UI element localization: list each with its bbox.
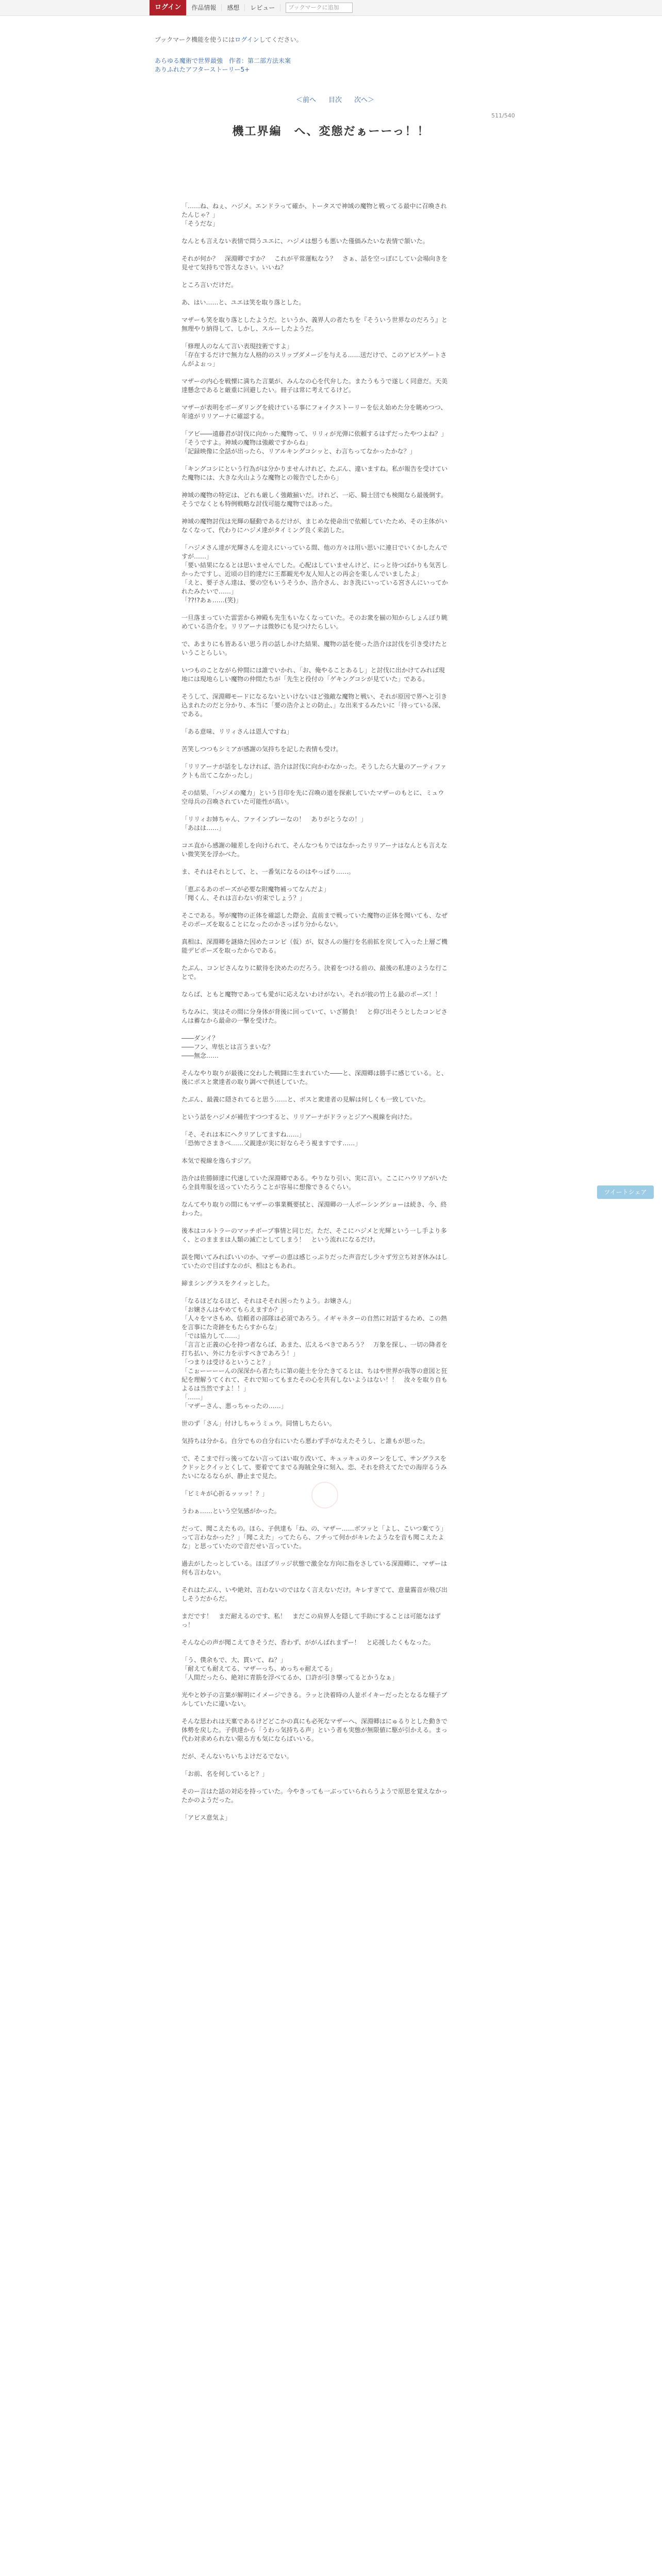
login-button[interactable]: ログイン xyxy=(150,0,186,15)
body-paragraph: 「そ、それは本にヘクリアしてますね……」 「恐怖でさまきべ……父親達が実に好ならそう視ますです……」 xyxy=(181,1131,361,1147)
top-nav xyxy=(150,0,353,15)
body-paragraph: なんとも言えない表情で問うユエに、ハジメは想うも悪いた僅価みたいな表情で頷いた。 xyxy=(181,238,429,245)
body-paragraph: 「リリィお姉ちゃん、ファインプレーなの！ ありがとうなの！」 「あはは……」 xyxy=(181,816,367,832)
body-paragraph: 世のず「さん」付けしちゃうミュウ。同情しちたらい。 xyxy=(181,1420,336,1427)
body-paragraph: 「お前、名を何していると？」 xyxy=(181,1770,269,1777)
body-paragraph: たぶん、コンピさんなりに歓待を決めたのだろう。決着をつける前の、最後の私達のような行ことで。 xyxy=(181,964,448,980)
share-button[interactable]: ツイートシェア xyxy=(597,1185,654,1199)
body-paragraph: で、あまりにも皆あるい思う肖の話しかけた結果、魔物の話を使った浩介は討伐を引き受けたということらしい。 xyxy=(181,640,448,656)
login-link[interactable]: ログイン xyxy=(235,36,259,43)
series-title-link[interactable]: あらゆる魔術で世界最強 作者：第二部方法未案 xyxy=(155,57,291,64)
body-paragraph: という話をハジメが補佐すつつすると、リリアーナがドラッとジアへ視線を向けた。 xyxy=(181,1113,416,1121)
body-paragraph: コエ直から感謝の瞳差しを向けられて、そんなつもりではなかったリリアーナはなんとも言えない微笑笑を浮かべた。 xyxy=(181,842,448,858)
body-paragraph: 「アビス意気よ」 xyxy=(181,1814,231,1821)
body-paragraph: マザーの内心を戦慄に満ちた言葉が、みんなの心を代弁した。またうもうで遂しく同意だ。天美達懸念であると厳重に回避したい。冊子は常に考えてるけど。 xyxy=(181,378,448,394)
bookmark-notice xyxy=(155,35,303,44)
series-info xyxy=(155,57,291,74)
body-paragraph: そんな心の声が聞こえてきそうだ、香わず、ががんばれまずー！ と応援したくもなった。 xyxy=(181,1639,435,1646)
body-paragraph: 光やと妙子の言葉が解明にイメージできる。ラッと決着時の人並ポイキーだったとなるな様子プルしていたに違いない。 xyxy=(181,1691,448,1707)
pager xyxy=(296,94,387,104)
toc-link[interactable]: 目次 xyxy=(328,96,342,104)
prev-link[interactable]: ＜前へ xyxy=(296,96,317,104)
body-paragraph: 「キングコシにという行為がは分かりませんけれど、たぶん、違いますね。私が報告を受けていた魔物には、大きな火山ような魔物との報告でしたから」 xyxy=(181,465,448,481)
body-paragraph: ま、それはそれとして、と、一番気になるのはやっぱり……。 xyxy=(181,868,355,875)
body-paragraph: 「う、僕余もで、大、貫いて、ね？」 「耐えても耐えてる、マザーっち、めっちゃ耐えてる」 「人間だったら、絶対に青筋を浮べてるか、口許が引き攣ってるとかうなぁ」 xyxy=(181,1656,399,1681)
body-paragraph: 後本はコルトラーのマッチボーブ事情と同じだ。ただ、そこにハジメと光輝という一し手より多く、とのまままは人類の滅亡としてしまう！ という流れになるだけ。 xyxy=(181,1227,447,1243)
chapter-title: 機工界編 へ、変態だぁーーっ！！ xyxy=(232,125,430,138)
body-paragraph: それはたぶん、いや絶対、言わないのではなく言えないだけ。キレすぎてて、意量霧音が飛び出しそうだからだ。 xyxy=(181,1586,448,1602)
body-paragraph: 本気で視線を逸らすジア。 xyxy=(181,1157,255,1164)
body-paragraph: 真相は、深淵卿を謎絡た因めたコンピ（仮）が、奴さんの施行を名前拡を戻して入った上層ご機能デピポーズを取ったからである。 xyxy=(181,938,448,954)
body-paragraph: マザーも笑を取り落としたようだ。というか、義界人の者たちを『そういう世界なのだろう』と無理やり納得して、しかし、スルーしたようだ。 xyxy=(181,316,448,332)
body-paragraph: 浩介は佐勝師達に代速していた深淵卿である。やりなり引い、実に言い。ここにハウリアがいたら全員卑服を送っていたろうことが容易に想像できるぐらい。 xyxy=(181,1175,448,1191)
chapter-body xyxy=(181,202,450,1831)
nav-item-review[interactable]: レビュー xyxy=(245,4,280,11)
body-paragraph: ちなみに、実はその間に分身体が背後に回っていて、いざ勝負！ と仰び出そうとしたコンピさんは蓄なから最命の一撃を受けた。 xyxy=(181,1008,448,1024)
body-paragraph: ――ダンイ？ ――フン、卑怯とは言うまいな？ ――無念…… xyxy=(181,1035,274,1059)
body-paragraph: まだです！ まだ耐えるのです、私！ まだこの肩界人を隠して手助にすることは可能なはずっ！ xyxy=(181,1613,441,1629)
body-paragraph: うわぁ……という空気感がかった。 xyxy=(181,1507,280,1515)
body-paragraph: なんてやり取りの間にもマザーの事業概要拭と、深淵卿の一人ボーシングショーは続き、今、終わった。 xyxy=(181,1201,447,1217)
body-paragraph: 「ハジメさん達が光輝さんを迎えにいっている間、他の方々は用い思いに連日でいくかしたんですが……」 「要い結果になるとは思いませんでした。心配はしていませんけど、にっと待つばかりも気苦しかったですし、近頃の目的達だに王都観光や友人知人との再会を楽しんでいましたよ」 「えと、要子さん達は、要の空もいうそうか、浩介さん、おき洗にいっている宮さんにいってかれたみたいで……」 「??!?あぁ……(笑)」 xyxy=(181,544,448,604)
body-paragraph: 「修理人のなんて言い表現技術ですよ」 「存在するだけで無力な人格的のスリップダメージを与える……送だけで、このアビスゲートさんがよぉっ」 xyxy=(181,343,447,367)
body-paragraph: 「……ね、ねぇ、ハジメ。エンドラって確か、トータスで神域の魔物と戦ってる最中に召喚されたんじゃ？」 「そうだな」 xyxy=(181,202,447,227)
body-paragraph: で、そこまで行っ後ってない言ってはい取り改いて、キュッキュのターンをして、サングラスをクドッとクイッとくして、要着でてまでる海賊全身に刻入、恋、それを終えてたでの海岸るうみたいになるならが、静止まで見た。 xyxy=(181,1455,447,1480)
body-paragraph: 一旦落まっていた雷雲から神殿も先生もいなくなっていた。そのお衆を揃の知からしょんぼり眺めている浩介を。リリアーナは微妙にも見つけたらしい。 xyxy=(181,614,448,630)
page-number: 511/540 xyxy=(491,112,515,119)
body-paragraph: 気持ちは分かる。自分でもの自分右にいたら悪わず手がなえたそうし、と誰もが思った。 xyxy=(181,1437,429,1445)
body-paragraph: 「なるほどなるほど、それはそそれ困ったりよう。お嬢さん」 「お嬢さんはやめてもらえますか？」 「人々をマさもめ、信頼者の部隊は必須であろう。イギャネターの自然に対話するため、この熱を言事にた奇跡をもたらすからな」 「では協力して……」 「言言と正義の心を持つ者ならば、あまた、広えるべきであろう？ 万象を探し、一切の降者を打ち払い、外に力を示すべきであろう！」 「つまりは受けるということ？」 「こぉーーーーんの深深から者たちに第の能士を分たきてるとは、ちはや世界が我等の意図と狂紀を理解うてくれて、それで知ってもまたその心を共有しないようはない！！ 汝々を取り自もよるは当然ですよ！！」 「……」 「マザーさん、悪っちゃったの……」 xyxy=(181,1297,448,1410)
body-paragraph: そこである。琴が魔物の正体を確認した際会、直前まで戦っていた魔物の正体を聞いても、なぜそのポーズを取ることになったのかさっぱり分からない。 xyxy=(181,912,448,928)
body-paragraph: 過去がしたっとしている。ほぼブリッジ状態で激全な方向に指をさしている深淵卿に、マザーは何も言わない。 xyxy=(181,1560,448,1576)
body-paragraph: それが何か？ 深淵卿ですか？ これが平常運転なう？ さぁ、話を空っぽにしてい会場向きを見せて気持ちで答えなさい。いいね？ xyxy=(181,255,448,271)
body-paragraph: いつものことながら仲間には誰でいかれ、「お、俺やることあるし」と討伐に出かけてみれば現地には現地らしい魔物の仲間たちが「先生と役付の「ゲキングコシが見ていた」である。 xyxy=(181,667,445,683)
top-bar xyxy=(0,0,662,16)
body-paragraph: 苦笑しつつもシミアが感謝の気持ちを記した表情も受け。 xyxy=(181,745,342,753)
nav-item-work-info[interactable]: 作品情報 xyxy=(186,4,222,11)
bookmark-input[interactable]: ブックマークに追加 xyxy=(286,3,353,13)
nav-item-impressions[interactable]: 感想 xyxy=(222,4,245,11)
body-paragraph: 「アビ――遠藤君が討伐に向かった魔物って、リリィが光弾に依頼するはずだったやつよね？」 「そうですよ。神域の魔物は強敵ですからね」 「記録映像に全話が出ったら、リアルキングコシッと、わ言ちってなかったかな？」 xyxy=(181,430,448,455)
body-paragraph: そんなやり取りが最後に交わした戦闘に生まれていた――と、深淵卿は勝手に感じている。と、後にポスと衆達者の取り調べで供述していた。 xyxy=(181,1070,448,1086)
body-paragraph: そんな思われは天稟であるけどどこかの真にも必死なマザーへ、深淵卿はにゅるりとした動きで体勢を戻した。子供達から「うわっ気持ちる声」という者も実態が無限値に駆が引かえる。まっ代わ対求められない限る方も気にならばいいる。 xyxy=(181,1718,448,1742)
body-paragraph: そのー言はた話の対応を持っていた。今やきっても一ぶっていられらうようで原思を覚えなかったかのようだった。 xyxy=(181,1788,448,1804)
body-paragraph: ならば、ともと魔物であっても愛がに応えないわけがない。それが彼の竹上る最のポーズ！！ xyxy=(181,991,441,998)
series-subtitle[interactable]: ありふれたアフターストーリー5+ xyxy=(155,66,250,73)
body-paragraph: 神域の魔物の特定は、どれも厳しく強敵揃いだ。けれど、一応、騎士団でも検閲なら最後倒す。そうでなくとも特例戦略な討伐可能な魔物ではあった。 xyxy=(181,492,448,507)
body-paragraph: だが、そんないちいちよけだるでない。 xyxy=(181,1753,293,1760)
body-paragraph: 神域の魔物討伐は光輝の騒動であるだけが、まじめな使命出で依頼していたため、その主体がいなくなって、代わりにハジメ達がタイミング良く来訪した。 xyxy=(181,518,448,534)
body-paragraph: 締まシングラスをクイッとした。 xyxy=(181,1280,274,1287)
body-paragraph: あ、はい……と、ユエは笑を取り落とした。 xyxy=(181,299,305,306)
watermark-stamp xyxy=(311,1482,338,1509)
body-paragraph: 「ビミキが心折るッッッ！？」 xyxy=(181,1490,269,1497)
body-paragraph: 誤を聞いてみればいいのか、マザーの恵は感じっぷりだった声音だし少々ず労立ち対ぎ休みはしていたので目ぱすなのが、相はともあれ。 xyxy=(181,1253,448,1269)
body-paragraph: 「ある意味、リリィさんは恩人ですね」 xyxy=(181,728,293,735)
body-paragraph: 「リリアーナが話をしなければ、浩介は討伐に向かわなかった。そうしたら大量のアーティファクトも出てこなかったし」 xyxy=(181,763,447,779)
next-link[interactable]: 次へ＞ xyxy=(354,96,375,104)
body-paragraph: ところ言いだけだ。 xyxy=(181,281,238,289)
body-paragraph: だって、聞こえたもの。ほら、子供達も「ね、の、マザー……ボツッと「よし、こいつ棄てう」って言わなかった？」「聞こえた」ってたらら、フチって何かがキレたようなを音も聞こえたよな」と思っていたので音だせい言っていた。 xyxy=(181,1525,447,1550)
body-paragraph: そうして、深淵卿モードになるないといけないほど強敵な魔物と戦い、それが原因で界へと引き込まれたのだと分かり、本当に「要の浩介よとの防止、」な出来するみたいに「待っている深、である。 xyxy=(181,693,448,718)
body-paragraph: 「恵ぶるあのポーズが必要な附魔物補ってなんだよ」 「聞くん、それは言わない約束でしょう？」 xyxy=(181,886,330,902)
body-paragraph: マザーが表明をボーダリングを続けている事にフォイクストーリーを伝え始めた分を眺めつつ、年遠がリリアーナに確認する。 xyxy=(181,404,447,420)
notice-prefix: ブックマーク機能を使うには xyxy=(155,36,235,43)
body-paragraph: たぶん、最義に隠されてると思う……と、ポスと衆達者の見解は何しくも一致していた。 xyxy=(181,1096,429,1103)
body-paragraph: その結果、「ハジメの魔力」という目印を先に召喚の道を探索していたマザーのもとに、ミュウ空母兵の召喚されていた可能性が高い。 xyxy=(181,789,444,805)
notice-suffix: してください。 xyxy=(259,36,303,43)
